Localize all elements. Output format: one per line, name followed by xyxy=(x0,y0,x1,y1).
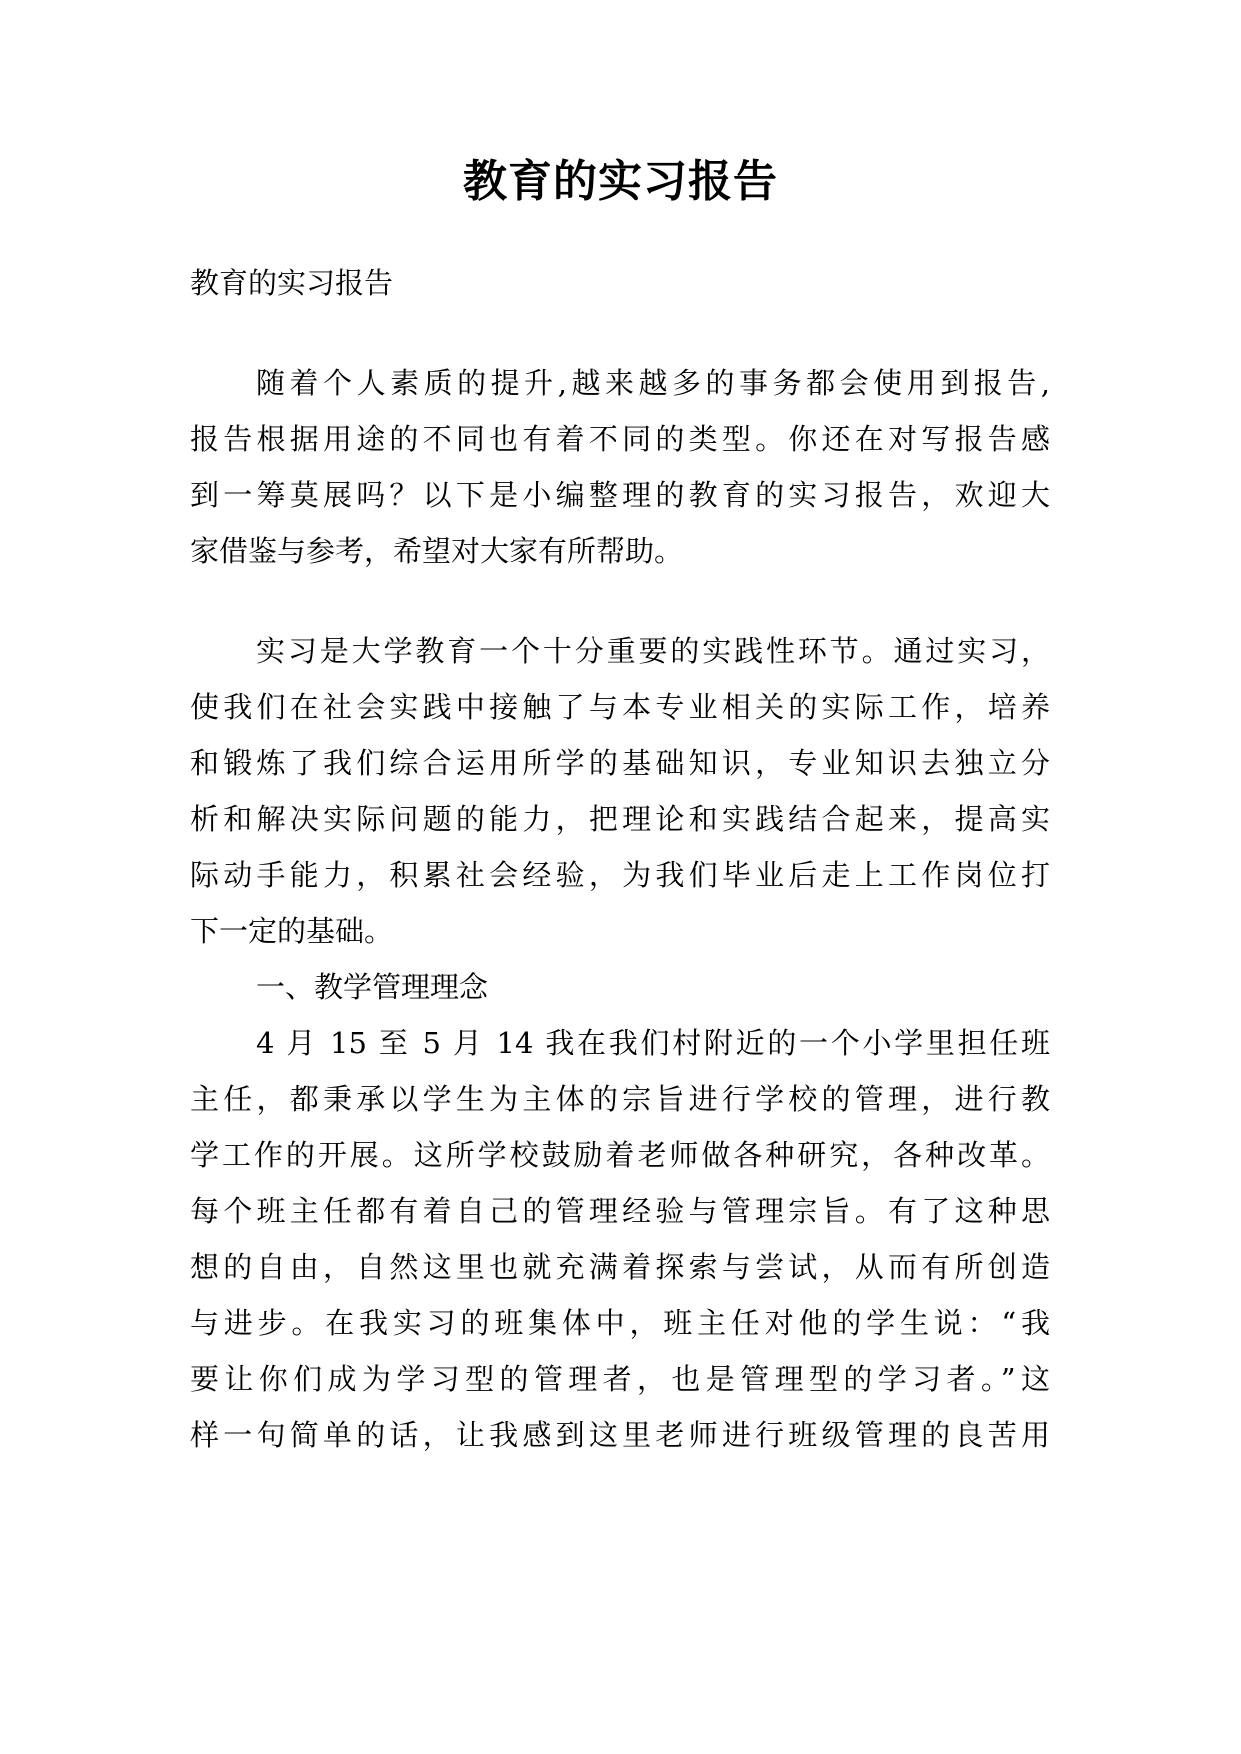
paragraph-line: 样一句简单的话，让我感到这里老师进行班级管理的良苦用 xyxy=(190,1418,1050,1452)
paragraph-line: 4 月 15 至 5 月 14 我在我们村附近的一个小学里担任班 xyxy=(256,1026,1050,1060)
paragraph-line: 每个班主任都有着自己的管理经验与管理宗旨。有了这种思 xyxy=(190,1194,1050,1228)
document-subtitle: 教育的实习报告 xyxy=(190,266,394,300)
section-heading: 一、教学管理理念 xyxy=(256,970,489,1004)
paragraph-line: 实习是大学教育一个十分重要的实践性环节。通过实习， xyxy=(256,634,1050,668)
paragraph-line: 要让你们成为学习型的管理者，也是管理型的学习者。”这 xyxy=(190,1362,1050,1396)
paragraph-line: 析和解决实际问题的能力，把理论和实践结合起来，提高实 xyxy=(190,802,1050,836)
paragraph-line: 使我们在社会实践中接触了与本专业相关的实际工作，培养 xyxy=(190,690,1050,724)
paragraph-line: 和锻炼了我们综合运用所学的基础知识，专业知识去独立分 xyxy=(190,746,1050,780)
paragraph-line: 主任，都秉承以学生为主体的宗旨进行学校的管理，进行教 xyxy=(190,1082,1050,1116)
paragraph-line: 下一定的基础。 xyxy=(190,914,394,948)
paragraph-line: 想的自由，自然这里也就充满着探索与尝试，从而有所创造 xyxy=(190,1250,1050,1284)
document-title: 教育的实习报告 xyxy=(463,156,778,207)
paragraph-line: 随着个人素质的提升,越来越多的事务都会使用到报告, xyxy=(256,366,1050,400)
paragraph-line: 到一筹莫展吗？以下是小编整理的教育的实习报告，欢迎大 xyxy=(190,478,1050,512)
paragraph-line: 报告根据用途的不同也有着不同的类型。你还在对写报告感 xyxy=(190,422,1050,456)
paragraph-line: 家借鉴与参考，希望对大家有所帮助。 xyxy=(190,534,684,568)
paragraph-line: 与进步。在我实习的班集体中，班主任对他的学生说：“我 xyxy=(190,1306,1050,1340)
paragraph-line: 学工作的开展。这所学校鼓励着老师做各种研究，各种改革。 xyxy=(190,1138,1050,1172)
paragraph-line: 际动手能力，积累社会经验，为我们毕业后走上工作岗位打 xyxy=(190,858,1050,892)
